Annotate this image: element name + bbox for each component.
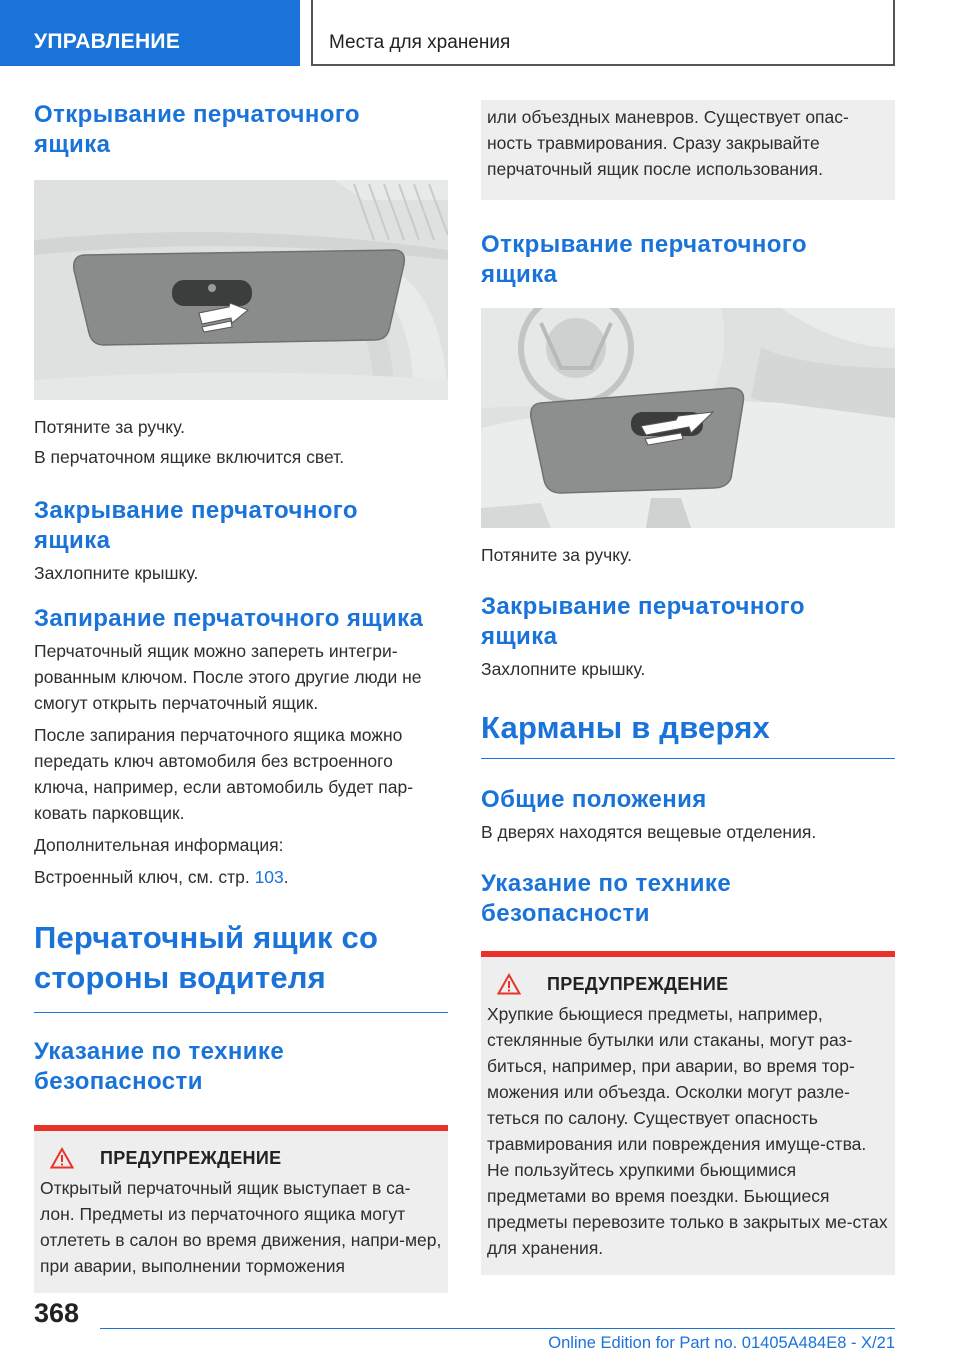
lock-text-3: Дополнительная информация: bbox=[34, 835, 284, 855]
driver-glovebox-illustration bbox=[481, 308, 895, 528]
footer-edition: Online Edition for Part no. 01405A484E8 - X/21 bbox=[548, 1334, 895, 1352]
right-column bbox=[481, 100, 895, 1275]
open-step-2: В перчаточном ящике включится свет. bbox=[34, 447, 345, 467]
heading-rule-right bbox=[481, 758, 895, 759]
driver-glovebox-photo bbox=[481, 308, 895, 528]
heading-general: Общие положения bbox=[481, 786, 707, 813]
warning-header-right bbox=[487, 973, 889, 995]
heading-open-glovebox: Открывание перчаточного ящика bbox=[34, 101, 360, 158]
close-driver-step-1: Захлопните крышку. bbox=[481, 659, 646, 679]
lock-ref-suffix: . bbox=[283, 867, 289, 887]
lock-text-1: Перчаточный ящик можно запереть интегри-рованным ключом. После этого другие люди не смогут открыть перчаточный ящик. bbox=[34, 641, 422, 713]
lock-text-4 bbox=[34, 864, 448, 890]
warning-continuation bbox=[481, 100, 895, 200]
warning-continued-text: или объездных маневров. Существует опас-ность травмирования. Сразу закрывайте перчаточный ящик после использования. bbox=[487, 107, 849, 179]
warning-box-right bbox=[481, 951, 895, 1275]
glovebox-illustration bbox=[34, 180, 448, 400]
warning-triangle-icon bbox=[50, 1147, 74, 1169]
warning-label-left: ПРЕДУПРЕЖДЕНИЕ bbox=[100, 1147, 282, 1168]
warning-text-left: Открытый перчаточный ящик выступает в са-лон. Предметы из перчаточного ящика могут отлететь в салон во время движения, напри-мер, при аварии, выполнении торможения bbox=[40, 1178, 442, 1276]
close-step-1: Захлопните крышку. bbox=[34, 563, 199, 583]
warning-triangle-icon bbox=[497, 973, 521, 995]
section-title: Места для хранения bbox=[311, 0, 895, 66]
page-link-103[interactable]: 103 bbox=[254, 867, 284, 887]
warning-header-left bbox=[40, 1147, 442, 1169]
heading-rule bbox=[34, 1012, 448, 1013]
heading-close-driver-glovebox: Закрывание перчаточного ящика bbox=[481, 593, 805, 650]
heading-close-glovebox: Закрывание перчаточного ящика bbox=[34, 497, 358, 554]
open-driver-step-1: Потяните за ручку. bbox=[481, 545, 633, 565]
heading-driver-glovebox: Перчаточный ящик со стороны водителя bbox=[34, 920, 379, 995]
glovebox-photo bbox=[34, 180, 448, 400]
warning-text-right: Хрупкие бьющиеся предметы, например, стеклянные бутылки или стаканы, могут раз-биться, например, при аварии, во время тор-можения или объезда. Осколки могут разле-теться по салону. Существует опасность травмирования или повреждения имуще-ства. Не пользуйтесь хрупкими бьющимися предметами во время поездки. Бьющиеся предметы перевозите только в закрытых ме-стах для хранения. bbox=[487, 1004, 888, 1258]
open-step-1: Потяните за ручку. bbox=[34, 417, 186, 437]
heading-safety-left: Указание по технике безопасности bbox=[34, 1038, 285, 1095]
lock-text-2: После запирания перчаточного ящика можно передать ключ автомобиля без встроенного ключа, например, если автомобиль будет пар-ковать парковщик. bbox=[34, 725, 414, 823]
general-text: В дверях находятся вещевые отделения. bbox=[481, 822, 817, 842]
page-number: 368 bbox=[34, 1298, 80, 1328]
warning-label-right: ПРЕДУПРЕЖДЕНИЕ bbox=[547, 973, 729, 994]
heading-open-driver-glovebox: Открывание перчаточного ящика bbox=[481, 231, 807, 288]
warning-box-left bbox=[34, 1125, 448, 1293]
heading-safety-right: Указание по технике безопасности bbox=[481, 870, 732, 927]
heading-door-pockets: Карманы в дверях bbox=[481, 710, 770, 745]
footer-rule bbox=[100, 1328, 895, 1329]
lock-ref-prefix: Встроенный ключ, см. стр. bbox=[34, 867, 255, 887]
heading-lock-glovebox: Запирание перчаточного ящика bbox=[34, 605, 424, 632]
chapter-tab: УПРАВЛЕНИЕ bbox=[0, 0, 300, 66]
left-column bbox=[34, 100, 448, 1293]
page-header bbox=[0, 0, 960, 66]
